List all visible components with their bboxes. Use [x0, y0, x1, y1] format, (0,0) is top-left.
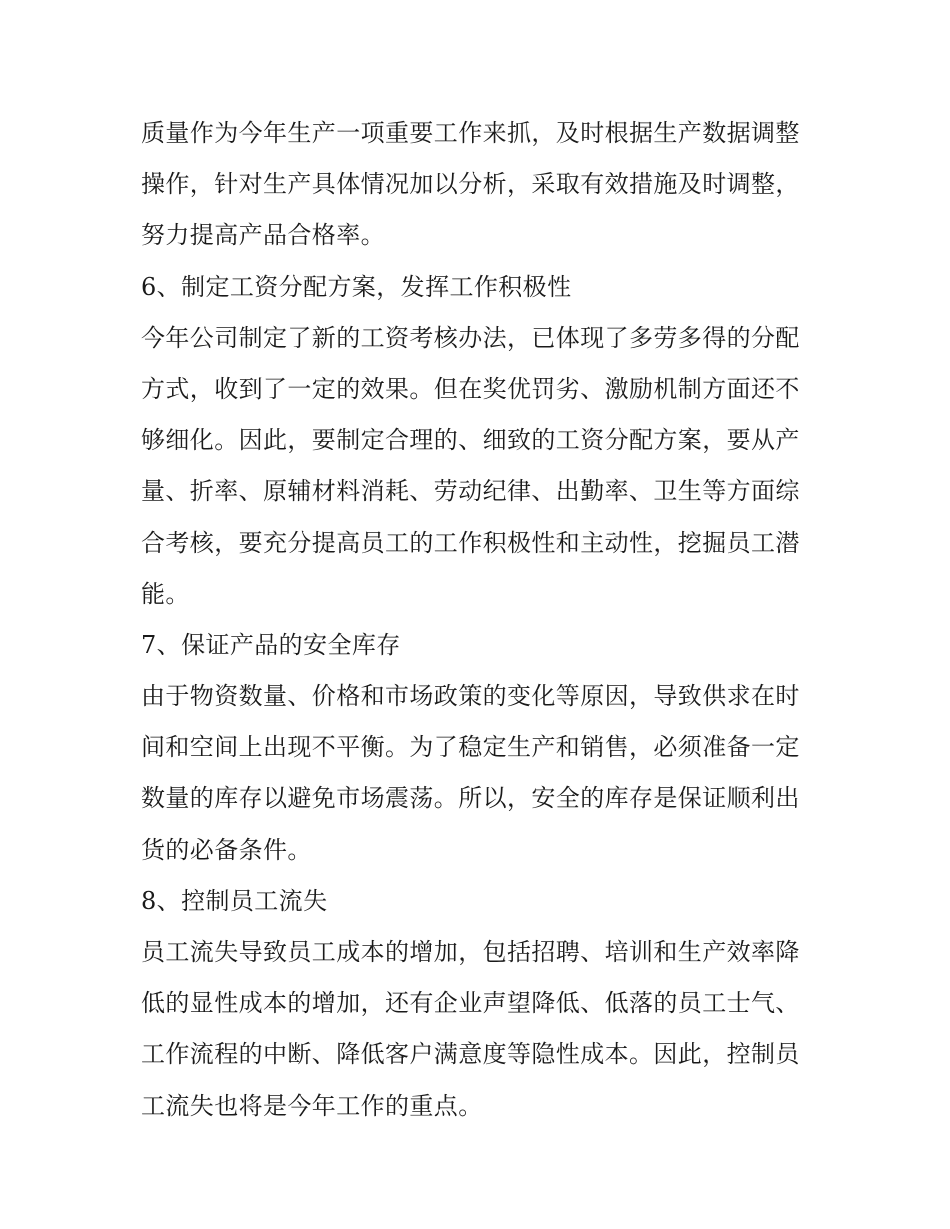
paragraph-line: 努力提高产品合格率。 — [141, 221, 385, 250]
paragraph-line: 员工流失导致员工成本的增加，包括招聘、培训和生产效率降 — [141, 938, 800, 966]
paragraph-line: 量、折率、原辅材料消耗、劳动纪律、出勤率、卫生等方面综 — [141, 477, 800, 506]
paragraph-line: 方式，收到了一定的效果。但在奖优罚劣、激励机制方面还不 — [141, 374, 800, 403]
section-heading-6: 6、制定工资分配方案，发挥工作积极性 — [141, 272, 572, 301]
paragraph-line: 工作流程的中断、降低客户满意度等隐性成本。因此，控制员 — [141, 1040, 800, 1069]
section-heading-8: 8、控制员工流失 — [141, 886, 328, 915]
paragraph-line: 质量作为今年生产一项重要工作来抓，及时根据生产数据调整 — [141, 119, 800, 147]
section-heading-7: 7、保证产品的安全库存 — [141, 630, 401, 659]
paragraph-line: 操作，针对生产具体情况加以分析，采取有效措施及时调整， — [141, 170, 800, 199]
paragraph-line: 由于物资数量、价格和市场政策的变化等原因，导致供求在时 — [141, 682, 800, 711]
paragraph-line: 间和空间上出现不平衡。为了稳定生产和销售，必须准备一定 — [141, 733, 800, 762]
paragraph-line: 合考核，要充分提高员工的工作积极性和主动性，挖掘员工潜 — [141, 528, 800, 557]
paragraph-line: 工流失也将是今年工作的重点。 — [141, 1091, 483, 1120]
paragraph-line: 今年公司制定了新的工资考核办法，已体现了多劳多得的分配 — [141, 323, 800, 352]
document-body — [141, 108, 813, 1132]
paragraph-line: 数量的库存以避免市场震荡。所以，安全的库存是保证顺利出 — [141, 784, 800, 813]
paragraph-line: 够细化。因此，要制定合理的、细致的工资分配方案，要从产 — [141, 426, 800, 455]
paragraph-line: 能。 — [141, 579, 190, 608]
paragraph-line: 低的显性成本的增加，还有企业声望降低、低落的员工士气、 — [141, 989, 800, 1018]
paragraph-line: 货的必备条件。 — [141, 835, 312, 864]
